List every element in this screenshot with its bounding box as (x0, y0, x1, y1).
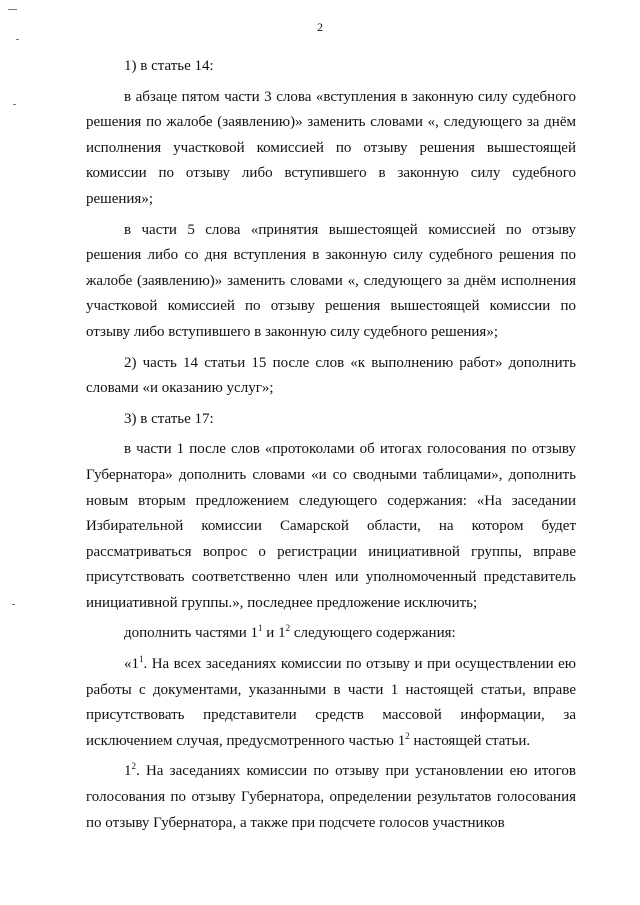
text-fragment: настоящей статьи. (409, 732, 531, 749)
paragraph: в части 5 слова «принятия вышестоящей комиссией по отзыву решения либо со дня вступления в законную силу судебного решения по жалобе (заявлению)» заменить словами «, следующего за днём исполнения участковой комиссией по отзыву решения вышестоящей комиссии по отзыву либо вступившего в законную силу судебного решения»; (86, 221, 576, 340)
text-fragment: «1 (124, 656, 139, 673)
scan-mark (16, 39, 19, 40)
paragraph: в части 1 после слов «протоколами об итогах голосования по отзыву Губернатора» дополнить словами «и со сводными таблицами», дополнить новым вторым предложением следующего содержания: «На заседании Избирательной комиссии Самарской области, на котором будет рассматриваться вопрос о регистрации инициативной группы, вправе присутствовать соответственно член или уполномоченный представитель инициативной группы.», последнее предложение исключить; (86, 441, 576, 611)
document-body (86, 54, 576, 836)
paragraph: в абзаце пятом части 3 слова «вступления в законную силу судебного решения по жалобе (заявлению)» заменить словами «, следующего за днём исполнения участковой комиссией по отзыву решения вышестоящей комиссии по отзыву либо вступившего в законную силу судебного решения»; (86, 88, 576, 207)
text-fragment: и 1 (262, 625, 286, 642)
paragraph (86, 621, 576, 647)
text-fragment: . На заседаниях комиссии по отзыву при установлении ею итогов голосования по отзыву Губернатора, определении результатов голосования по отзыву Губернатора, а также при подсчете голосов участников (86, 763, 576, 831)
superscript: 1 (258, 623, 263, 634)
superscript: 2 (131, 761, 136, 772)
scan-mark (13, 104, 16, 105)
list-item-1: 1) в статье 14: (124, 58, 214, 74)
list-item-2: 2) часть 14 статьи 15 после слов «к выполнению работ» дополнить словами «и оказанию услуг»; (86, 354, 576, 397)
text-fragment: . На всех заседаниях комиссии по отзыву и при осуществлении ею работы с документами, указанными в части 1 настоящей статьи, вправе присутствовать представители средств массовой информации, за исключением случая, предусмотренного частью 1 (86, 656, 576, 749)
paragraph (86, 652, 576, 754)
text-fragment: дополнить частями 1 (124, 625, 259, 642)
scan-mark (8, 9, 17, 10)
page-number: 2 (317, 20, 323, 34)
superscript: 2 (405, 730, 410, 741)
scan-mark (12, 604, 15, 605)
text-fragment: 1 (124, 763, 132, 780)
list-item-3: 3) в статье 17: (124, 410, 214, 427)
superscript: 2 (285, 623, 291, 634)
superscript: 1 (139, 654, 144, 665)
paragraph (86, 759, 576, 836)
text-fragment: следующего содержания: (290, 625, 456, 642)
